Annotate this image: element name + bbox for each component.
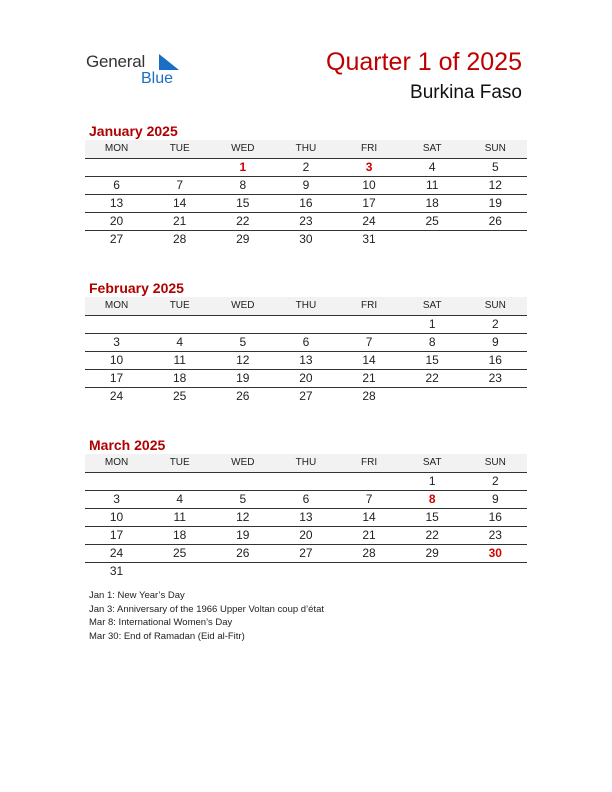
day-cell: 21	[362, 371, 376, 385]
day-cell: 25	[173, 389, 187, 403]
empty-cell	[85, 159, 148, 176]
day-cell: 11	[425, 178, 439, 192]
empty-cell	[148, 316, 211, 333]
day-cell: 16	[488, 510, 502, 524]
day-cell: 3	[113, 492, 120, 506]
day-cell: 6	[302, 492, 310, 506]
day-cell: 20	[299, 528, 313, 542]
day-cell: 10	[362, 178, 376, 192]
week-row	[85, 195, 527, 213]
day-cell: 20	[299, 371, 313, 385]
empty-cell	[85, 473, 148, 490]
weekday-label: SAT	[422, 457, 442, 468]
weekday-header	[85, 140, 527, 159]
day-cell: 8	[428, 335, 436, 349]
day-cell: 29	[425, 546, 439, 560]
day-cell: 28	[173, 232, 187, 246]
day-cell: 4	[428, 160, 436, 174]
country-name: Burkina Faso	[410, 82, 522, 103]
week-row	[85, 491, 527, 509]
day-cell: 7	[365, 492, 373, 506]
day-cell: 7	[176, 178, 184, 192]
empty-cell	[401, 388, 464, 405]
day-cell: 16	[299, 196, 313, 210]
day-cell: 9	[491, 335, 499, 349]
empty-cell	[464, 563, 527, 580]
empty-cell	[85, 316, 148, 333]
empty-cell	[401, 563, 464, 580]
day-cell: 26	[236, 389, 250, 403]
day-cell: 13	[299, 353, 313, 367]
weekday-label: THU	[295, 143, 317, 154]
week-row	[85, 509, 527, 527]
weekday-label: THU	[295, 457, 317, 468]
day-cell: 24	[362, 214, 376, 228]
weekday-label: WED	[231, 143, 255, 154]
day-cell: 20	[109, 214, 124, 228]
empty-cell	[401, 231, 464, 248]
day-cell: 22	[425, 371, 439, 385]
day-cell: 10	[109, 353, 124, 367]
empty-cell	[148, 563, 211, 580]
empty-cell	[211, 316, 274, 333]
day-cell: 16	[488, 353, 502, 367]
empty-cell	[464, 231, 527, 248]
day-cell: 27	[109, 232, 124, 246]
day-cell: 19	[488, 196, 502, 210]
day-cell: 27	[299, 546, 313, 560]
weekday-label: MON	[104, 457, 129, 468]
calendar-grid	[85, 140, 527, 248]
empty-cell	[211, 563, 274, 580]
holiday-day-cell: 3	[365, 160, 373, 174]
week-row	[85, 527, 527, 545]
week-row	[85, 213, 527, 231]
day-cell: 25	[173, 546, 187, 560]
day-cell: 9	[491, 492, 499, 506]
day-cell: 30	[299, 232, 313, 246]
weekday-label: SUN	[484, 143, 506, 154]
weekday-label: SUN	[484, 457, 506, 468]
day-cell: 21	[173, 214, 187, 228]
day-cell: 18	[173, 371, 187, 385]
day-cell: 12	[236, 510, 250, 524]
week-row	[85, 388, 527, 405]
day-cell: 23	[488, 528, 502, 542]
holiday-note: Mar 8: International Women’s Day	[89, 617, 233, 629]
day-cell: 3	[113, 335, 120, 349]
weekday-label: FRI	[361, 300, 378, 311]
day-cell: 5	[239, 492, 247, 506]
day-cell: 15	[236, 196, 250, 210]
weekday-label: TUE	[169, 457, 190, 468]
calendar-grid	[85, 454, 527, 580]
day-cell: 28	[362, 389, 376, 403]
day-cell: 8	[239, 178, 247, 192]
weekday-label: SUN	[484, 300, 506, 311]
empty-cell	[274, 563, 337, 580]
week-row	[85, 159, 527, 177]
weekday-label: FRI	[361, 457, 378, 468]
day-cell: 1	[428, 317, 436, 331]
day-cell: 10	[109, 510, 124, 524]
day-cell: 18	[173, 528, 187, 542]
day-cell: 31	[109, 564, 124, 578]
week-row	[85, 334, 527, 352]
month-title: March 2025	[89, 437, 166, 453]
day-cell: 17	[362, 196, 376, 210]
week-row	[85, 545, 527, 563]
logo-text-blue: Blue	[141, 70, 174, 87]
holiday-note: Jan 3: Anniversary of the 1966 Upper Voltan coup d’état	[89, 603, 325, 615]
holiday-note: Jan 1: New Year’s Day	[89, 590, 185, 601]
day-cell: 22	[425, 528, 439, 542]
week-row	[85, 473, 527, 491]
day-cell: 14	[173, 196, 187, 210]
day-cell: 24	[109, 546, 124, 560]
week-row	[85, 177, 527, 195]
day-cell: 2	[491, 474, 499, 488]
day-cell: 29	[236, 232, 250, 246]
day-cell: 6	[302, 335, 310, 349]
week-row	[85, 352, 527, 370]
holiday-day-cell: 8	[428, 492, 436, 506]
holiday-note: Mar 30: End of Ramadan (Eid al-Fitr)	[89, 630, 245, 642]
empty-cell	[274, 473, 337, 490]
day-cell: 4	[176, 335, 184, 349]
week-row	[85, 563, 527, 580]
day-cell: 17	[109, 371, 124, 385]
day-cell: 26	[236, 546, 250, 560]
day-cell: 18	[425, 196, 439, 210]
month-february	[85, 279, 527, 405]
weekday-label: THU	[295, 300, 317, 311]
month-title: February 2025	[89, 280, 184, 296]
empty-cell	[338, 563, 401, 580]
day-cell: 19	[236, 371, 250, 385]
holiday-day-cell: 1	[239, 160, 247, 174]
day-cell: 9	[302, 178, 310, 192]
weekday-label: MON	[104, 300, 129, 311]
week-row	[85, 316, 527, 334]
holiday-day-cell: 30	[488, 546, 502, 560]
day-cell: 22	[236, 214, 250, 228]
weekday-header	[85, 454, 527, 473]
month-january	[85, 122, 527, 248]
empty-cell	[211, 473, 274, 490]
weekday-label: TUE	[169, 143, 190, 154]
day-cell: 26	[488, 214, 502, 228]
page-title: Quarter 1 of 2025	[326, 48, 522, 76]
day-cell: 7	[365, 335, 373, 349]
day-cell: 1	[428, 474, 436, 488]
empty-cell	[148, 159, 211, 176]
weekday-label: SAT	[422, 143, 442, 154]
day-cell: 19	[236, 528, 250, 542]
empty-cell	[274, 316, 337, 333]
empty-cell	[338, 473, 401, 490]
empty-cell	[148, 473, 211, 490]
day-cell: 2	[302, 160, 310, 174]
day-cell: 28	[362, 546, 376, 560]
day-cell: 12	[488, 178, 502, 192]
day-cell: 5	[491, 160, 499, 174]
weekday-header	[85, 297, 527, 316]
day-cell: 24	[109, 389, 124, 403]
weekday-label: WED	[231, 457, 255, 468]
day-cell: 31	[362, 232, 376, 246]
month-march	[85, 436, 527, 580]
weekday-label: FRI	[361, 143, 378, 154]
logo-flag-icon	[159, 54, 179, 70]
day-cell: 13	[299, 510, 313, 524]
weekday-label: MON	[104, 143, 129, 154]
weekday-label: TUE	[169, 300, 190, 311]
week-row	[85, 231, 527, 248]
day-cell: 12	[236, 353, 250, 367]
day-cell: 11	[173, 510, 186, 524]
calendar-grid	[85, 297, 527, 405]
day-cell: 14	[362, 353, 376, 367]
day-cell: 17	[109, 528, 124, 542]
weekday-label: SAT	[422, 300, 442, 311]
day-cell: 6	[113, 178, 120, 192]
day-cell: 25	[425, 214, 439, 228]
empty-cell	[464, 388, 527, 405]
day-cell: 13	[109, 196, 124, 210]
day-cell: 15	[425, 353, 439, 367]
day-cell: 14	[362, 510, 376, 524]
day-cell: 11	[173, 353, 186, 367]
month-title: January 2025	[89, 123, 178, 139]
day-cell: 4	[176, 492, 184, 506]
day-cell: 21	[362, 528, 376, 542]
generalblue-logo	[86, 50, 186, 90]
day-cell: 23	[299, 214, 313, 228]
day-cell: 23	[488, 371, 502, 385]
day-cell: 15	[425, 510, 439, 524]
logo-text-general: General	[86, 52, 146, 71]
day-cell: 5	[239, 335, 247, 349]
empty-cell	[338, 316, 401, 333]
day-cell: 27	[299, 389, 313, 403]
holiday-notes	[89, 589, 324, 643]
week-row	[85, 370, 527, 388]
day-cell: 2	[491, 317, 499, 331]
weekday-label: WED	[231, 300, 255, 311]
